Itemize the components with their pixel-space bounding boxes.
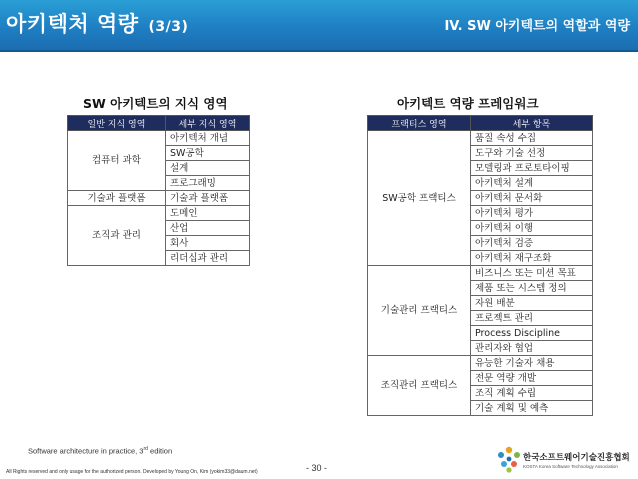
item-cell: 아키텍처 평가 (471, 206, 593, 221)
table-row (368, 266, 593, 281)
column-header: 프랙티스 영역 (368, 116, 471, 131)
table-header-row (368, 116, 593, 131)
kosta-logo (496, 446, 636, 476)
category-cell: 조직관리 프랙티스 (368, 356, 471, 416)
item-cell: 기술과 플랫폼 (166, 191, 250, 206)
item-cell: 설계 (166, 161, 250, 176)
category-cell: SW공학 프랙티스 (368, 131, 471, 266)
table-row (368, 131, 593, 146)
book-title: Software architecture in practice, 3 (28, 446, 144, 456)
item-cell: 아키텍처 이행 (471, 221, 593, 236)
logo-korean-name: 한국소프트웨어기술진흥협회 (523, 453, 630, 463)
right-table-title: 아키텍트 역량 프레임워크 (397, 96, 539, 111)
category-cell: 기술관리 프랙티스 (368, 266, 471, 356)
item-cell: 전문 역량 개발 (471, 371, 593, 386)
column-header: 일반 지식 영역 (68, 116, 166, 131)
item-cell: 아키텍처 설계 (471, 176, 593, 191)
item-cell: 품질 속성 수집 (471, 131, 593, 146)
item-cell: 도구와 기술 선정 (471, 146, 593, 161)
item-cell: 아키텍처 재구조화 (471, 251, 593, 266)
page-number: - 30 - (306, 463, 328, 473)
item-cell: 프로그래밍 (166, 176, 250, 191)
slide-header (0, 0, 638, 52)
item-cell: 산업 (166, 221, 250, 236)
item-cell: 제품 또는 시스템 정의 (471, 281, 593, 296)
table-row (68, 206, 250, 221)
item-cell: 모델링과 프로토타이핑 (471, 161, 593, 176)
item-cell: SW공학 (166, 146, 250, 161)
page-indicator: (3/3) (148, 19, 189, 35)
knowledge-area-table (67, 115, 250, 266)
column-header: 세부 지식 영역 (166, 116, 250, 131)
item-cell: 아키텍처 개념 (166, 131, 250, 146)
left-table-title: SW 아키텍트의 지식 영역 (83, 96, 228, 111)
item-cell: 도메인 (166, 206, 250, 221)
competency-framework-table (367, 115, 593, 416)
book-reference (28, 446, 172, 456)
book-tail: edition (147, 446, 173, 456)
item-cell: 회사 (166, 236, 250, 251)
item-cell: 기술 계획 및 예측 (471, 401, 593, 416)
book-edition-sup: rd (143, 446, 148, 452)
kosta-logo-icon (496, 446, 522, 474)
item-cell: 유능한 기술자 채용 (471, 356, 593, 371)
category-cell: 기술과 플랫폼 (68, 191, 166, 206)
item-cell: 자원 배분 (471, 296, 593, 311)
item-cell: 아키텍처 문서화 (471, 191, 593, 206)
slide-title (6, 8, 188, 38)
item-cell: 조직 계획 수립 (471, 386, 593, 401)
logo-english-name: KOSTA Korea Software Technology Association (523, 464, 618, 469)
category-cell: 조직과 관리 (68, 206, 166, 266)
item-cell: 관리자와 협업 (471, 341, 593, 356)
table-header-row (68, 116, 250, 131)
table-row (368, 356, 593, 371)
item-cell: 아키텍처 검증 (471, 236, 593, 251)
item-cell: Process Discipline (471, 326, 593, 341)
category-cell: 컴퓨터 과학 (68, 131, 166, 191)
table-row (68, 191, 250, 206)
item-cell: 리더십과 관리 (166, 251, 250, 266)
copyright-notice: All Rights reserved and only usage for the authorized person. Developed by Young On, Kim (yokim33@daum.net) (6, 469, 258, 475)
table-row (68, 131, 250, 146)
item-cell: 비즈니스 또는 미션 목표 (471, 266, 593, 281)
section-title: IV. SW 아키텍트의 역할과 역량 (444, 19, 630, 34)
item-cell: 프로젝트 관리 (471, 311, 593, 326)
column-header: 세부 항목 (471, 116, 593, 131)
title-text: 아키텍처 역량 (6, 12, 139, 36)
